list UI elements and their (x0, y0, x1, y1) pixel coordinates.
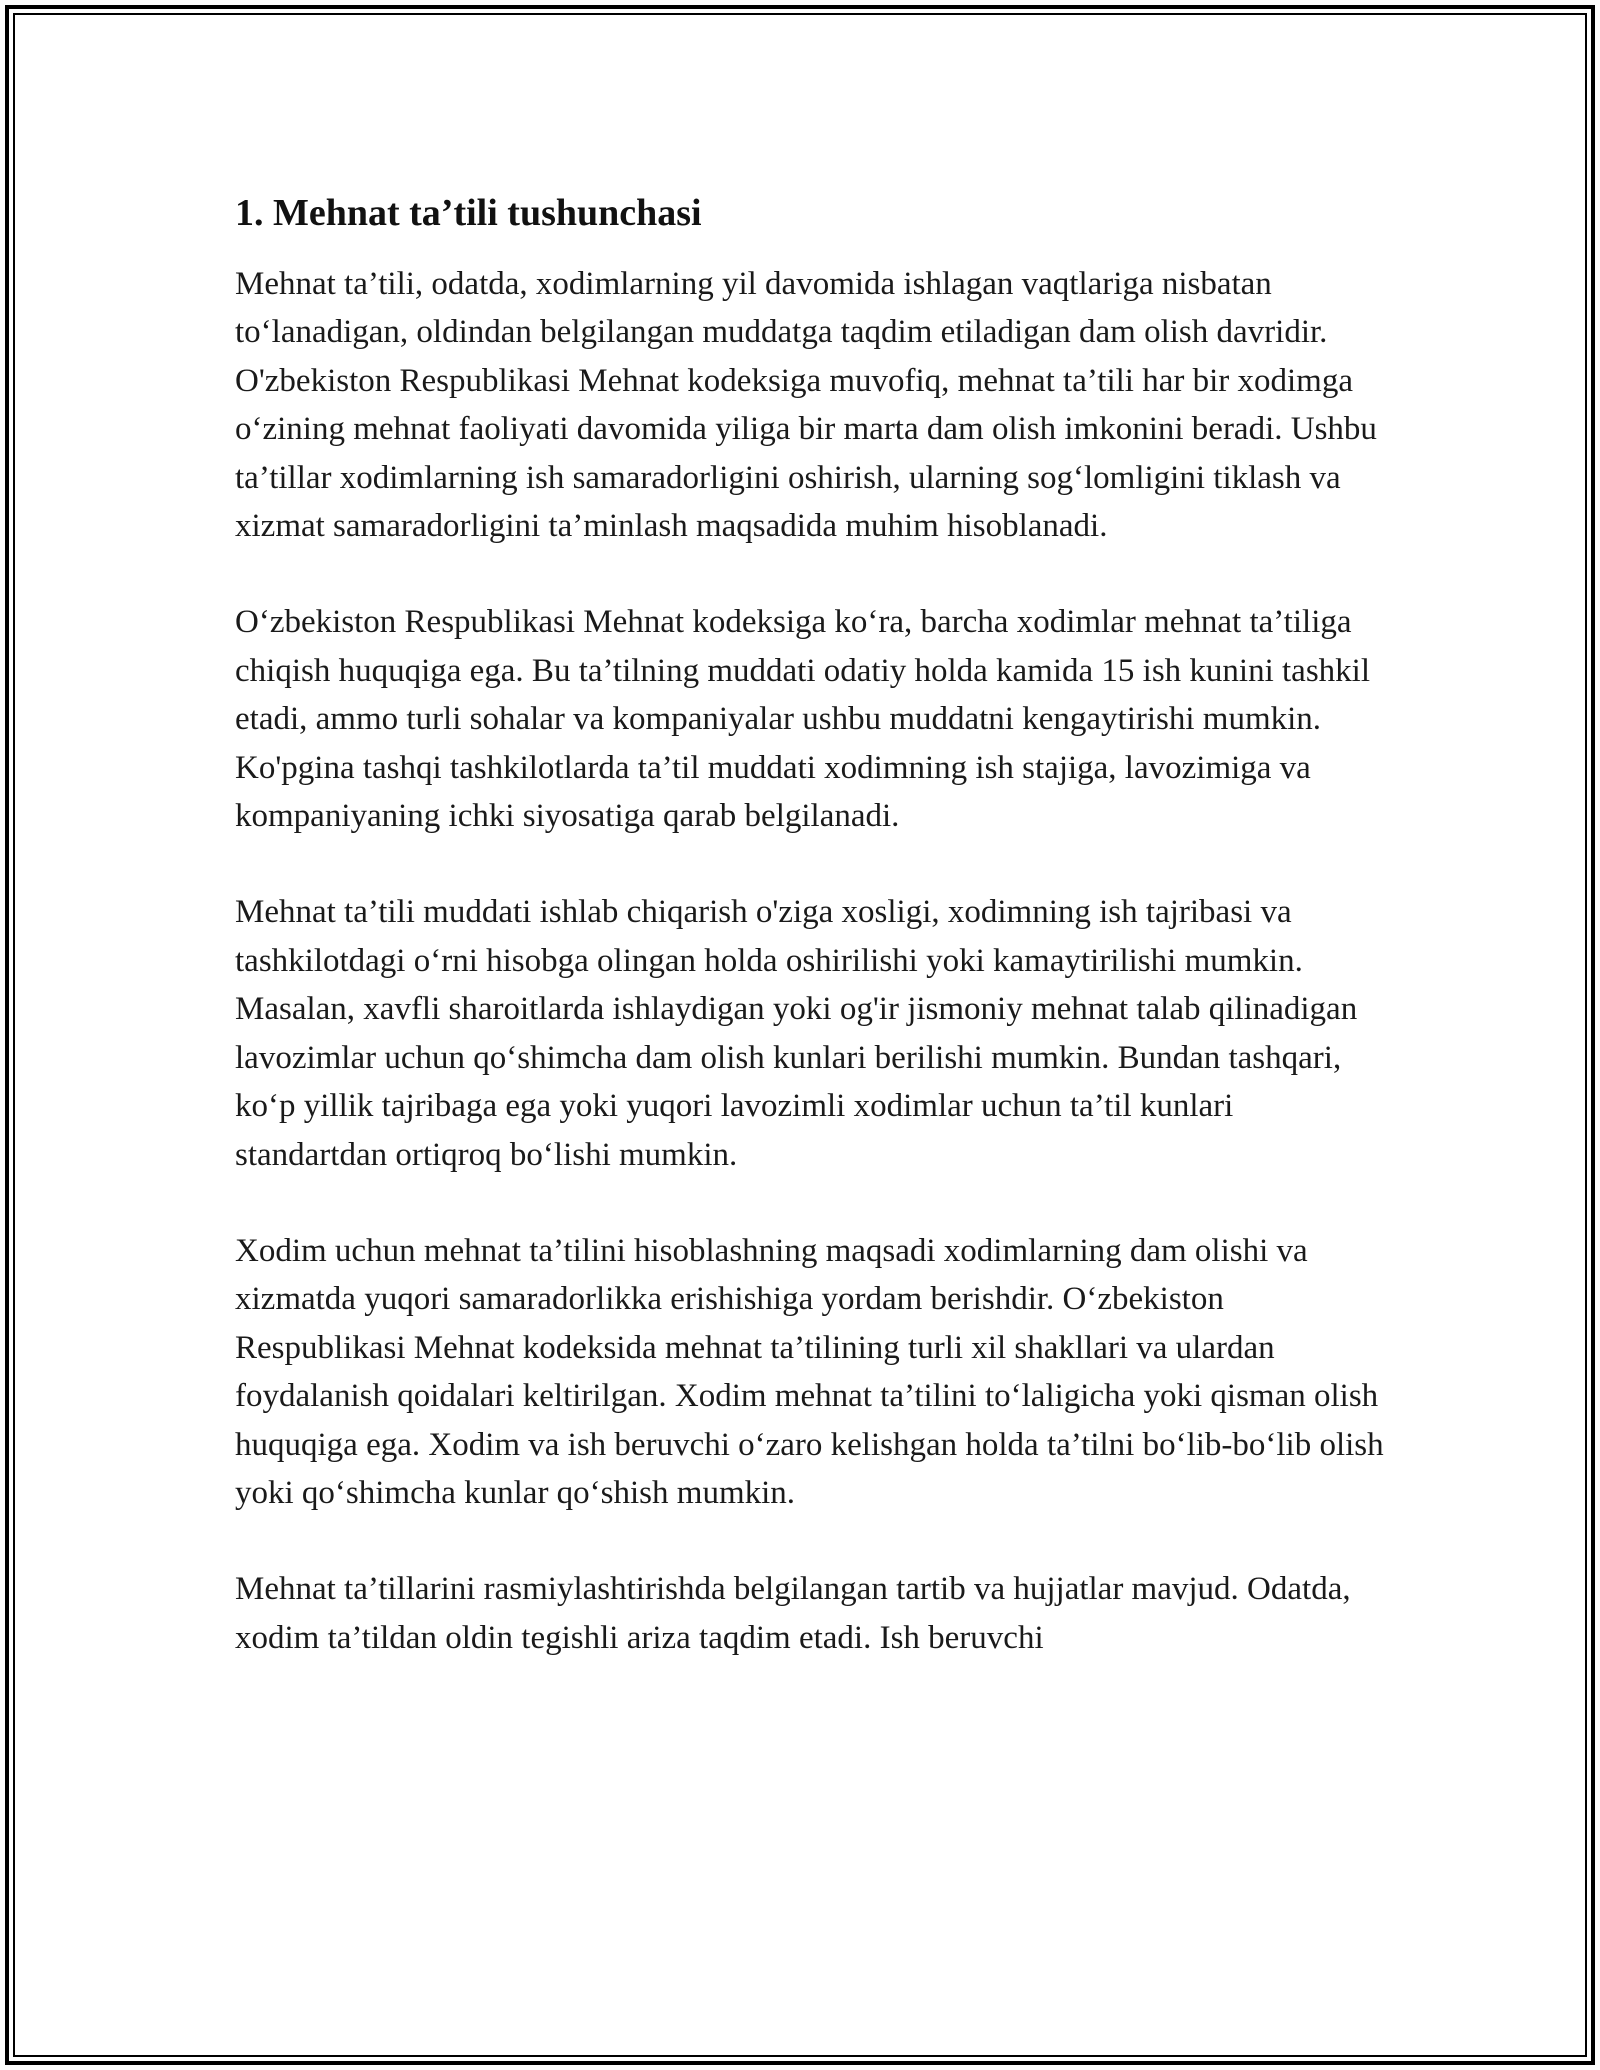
paragraph-1: Mehnat ta’tili, odatda, xodimlarning yil davomida ishlagan vaqtlariga nisbatan to‘lanadigan, oldindan belgilangan muddatga taqdim etiladigan dam olish davridir. O'zbekiston Respublikasi Mehnat kodeksiga muvofiq, mehnat ta’tili har bir xodimga o‘zining mehnat faoliyati davomida yiliga bir marta dam olish imkonini beradi. Ushbu ta’tillar xodimlarning ish samaradorligini oshirish, ularning sog‘lomligini tiklash va xizmat samaradorligini ta’minlash maqsadida muhim hisoblanadi. (235, 266, 1377, 545)
paragraph-3: Mehnat ta’tili muddati ishlab chiqarish o'ziga xosligi, xodimning ish tajribasi va tashkilotdagi o‘rni hisobga olingan holda oshirilishi yoki kamaytirilishi mumkin. Masalan, xavfli sharoitlarda ishlaydigan yoki og'ir jismoniy mehnat talab qilinadigan lavozimlar uchun qo‘shimcha dam olish kunlari berilishi mumkin. Bundan tashqari, ko‘p yillik tajribaga ega yoki yuqori lavozimli xodimlar uchun ta’til kunlari standartdan ortiqroq bo‘lishi mumkin. (235, 894, 1358, 1173)
document-body (235, 190, 1385, 1662)
paragraph-4: Xodim uchun mehnat ta’tilini hisoblashning maqsadi xodimlarning dam olishi va xizmatda yuqori samaradorlikka erishishiga yordam berishdir. O‘zbekiston Respublikasi Mehnat kodeksida mehnat ta’tilining turli xil shakllari va ulardan foydalanish qoidalari keltirilgan. Xodim mehnat ta’tilini to‘laligicha yoki qisman olish huquqiga ega. Xodim va ish beruvchi o‘zaro kelishgan holda ta’tilni bo‘lib-bo‘lib olish yoki qo‘shimcha kunlar qo‘shish mumkin. (235, 1232, 1384, 1511)
paragraph-2: O‘zbekiston Respublikasi Mehnat kodeksiga ko‘ra, barcha xodimlar mehnat ta’tiliga chiqish huquqiga ega. Bu ta’tilning muddati odatiy holda kamida 15 ish kunini tashkil etadi, ammo turli sohalar va kompaniyalar ushbu muddatni kengaytirishi mumkin. Ko'pgina tashqi tashkilotlarda ta’til muddati xodimning ish stajiga, lavozimiga va kompaniyaning ichki siyosatiga qarab belgilanadi. (235, 604, 1371, 835)
paragraph-5: Mehnat ta’tillarini rasmiylashtirishda belgilangan tartib va hujjatlar mavjud. Odatda, xodim ta’tildan oldin tegishli ariza taqdim etadi. Ish beruvchi (235, 1571, 1351, 1656)
section-heading: 1. Mehnat ta’tili tushunchasi (235, 192, 702, 234)
